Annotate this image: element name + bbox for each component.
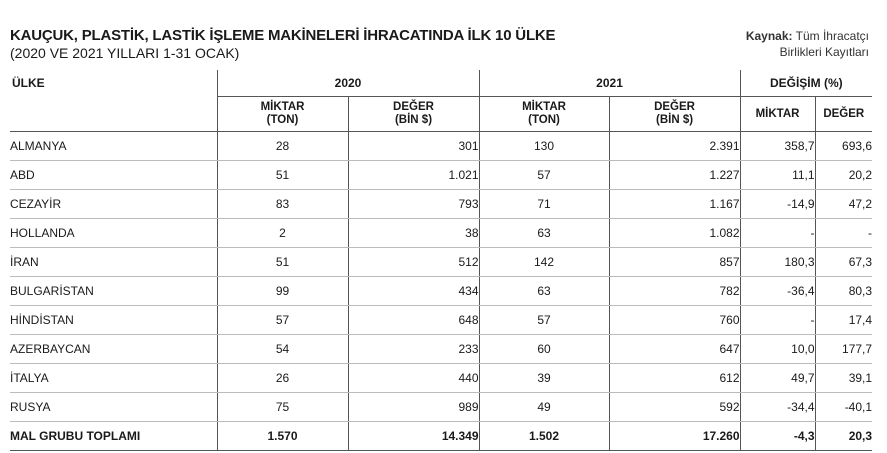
table-row xyxy=(10,364,872,393)
cell-country: ALMANYA xyxy=(10,132,217,161)
total-label: MAL GRUBU TOPLAMI xyxy=(10,422,217,451)
table-row xyxy=(10,393,872,422)
cell-change-qty: -34,4 xyxy=(740,393,815,422)
cell-qty-2021: 63 xyxy=(479,219,609,248)
cell-qty-2021: 71 xyxy=(479,190,609,219)
header-change-qty: MİKTAR xyxy=(740,97,815,132)
cell-change-val: 67,3 xyxy=(815,248,872,277)
cell-val-2021: 647 xyxy=(609,335,740,364)
cell-country: BULGARİSTAN xyxy=(10,277,217,306)
header-change-val: DEĞER xyxy=(815,97,872,132)
header-year-2021: 2021 xyxy=(479,70,740,97)
cell-change-val: 17,4 xyxy=(815,306,872,335)
cell-val-2020: 440 xyxy=(348,364,479,393)
table-subtitle: (2020 VE 2021 YILLARI 1-31 OCAK) xyxy=(10,45,240,61)
cell-val-2021: 760 xyxy=(609,306,740,335)
cell-change-val: - xyxy=(815,219,872,248)
total-change-qty: -4,3 xyxy=(740,422,815,451)
cell-change-val: 39,1 xyxy=(815,364,872,393)
cell-qty-2020: 28 xyxy=(217,132,348,161)
cell-val-2021: 782 xyxy=(609,277,740,306)
cell-qty-2021: 39 xyxy=(479,364,609,393)
cell-qty-2021: 60 xyxy=(479,335,609,364)
cell-qty-2020: 75 xyxy=(217,393,348,422)
cell-val-2020: 793 xyxy=(348,190,479,219)
cell-country: HOLLANDA xyxy=(10,219,217,248)
cell-change-qty: -14,9 xyxy=(740,190,815,219)
cell-val-2021: 857 xyxy=(609,248,740,277)
cell-qty-2021: 130 xyxy=(479,132,609,161)
header-change: DEĞİŞİM (%) xyxy=(740,70,872,97)
cell-change-qty: 49,7 xyxy=(740,364,815,393)
cell-change-val: 177,7 xyxy=(815,335,872,364)
cell-val-2020: 512 xyxy=(348,248,479,277)
cell-val-2021: 1.167 xyxy=(609,190,740,219)
cell-val-2021: 1.082 xyxy=(609,219,740,248)
cell-qty-2020: 83 xyxy=(217,190,348,219)
cell-qty-2021: 57 xyxy=(479,161,609,190)
cell-qty-2020: 99 xyxy=(217,277,348,306)
cell-qty-2021: 57 xyxy=(479,306,609,335)
cell-qty-2020: 51 xyxy=(217,161,348,190)
cell-country: AZERBAYCAN xyxy=(10,335,217,364)
table-row xyxy=(10,219,872,248)
source-label: Kaynak: xyxy=(745,29,793,43)
header-val-2020: DEĞER (BİN $) xyxy=(348,97,479,132)
cell-qty-2020: 26 xyxy=(217,364,348,393)
cell-country: HİNDİSTAN xyxy=(10,306,217,335)
export-table xyxy=(10,70,872,451)
cell-val-2020: 648 xyxy=(348,306,479,335)
cell-qty-2021: 49 xyxy=(479,393,609,422)
cell-val-2021: 2.391 xyxy=(609,132,740,161)
cell-country: ABD xyxy=(10,161,217,190)
total-qty-2021: 1.502 xyxy=(479,422,609,451)
cell-val-2020: 38 xyxy=(348,219,479,248)
total-change-val: 20,3 xyxy=(815,422,872,451)
cell-change-val: 20,2 xyxy=(815,161,872,190)
cell-val-2020: 233 xyxy=(348,335,479,364)
cell-val-2021: 1.227 xyxy=(609,161,740,190)
total-val-2021: 17.260 xyxy=(609,422,740,451)
cell-val-2020: 434 xyxy=(348,277,479,306)
cell-country: İTALYA xyxy=(10,364,217,393)
table-row xyxy=(10,335,872,364)
cell-change-val: -40,1 xyxy=(815,393,872,422)
total-row xyxy=(10,422,872,451)
cell-qty-2021: 142 xyxy=(479,248,609,277)
source-note xyxy=(709,28,869,60)
cell-val-2020: 989 xyxy=(348,393,479,422)
cell-country: RUSYA xyxy=(10,393,217,422)
cell-val-2020: 1.021 xyxy=(348,161,479,190)
table-row xyxy=(10,306,872,335)
cell-country: İRAN xyxy=(10,248,217,277)
cell-qty-2020: 51 xyxy=(217,248,348,277)
table-row xyxy=(10,132,872,161)
cell-change-qty: 10,0 xyxy=(740,335,815,364)
cell-change-val: 47,2 xyxy=(815,190,872,219)
cell-change-qty: -36,4 xyxy=(740,277,815,306)
total-val-2020: 14.349 xyxy=(348,422,479,451)
cell-country: CEZAYİR xyxy=(10,190,217,219)
cell-change-qty: - xyxy=(740,306,815,335)
cell-val-2021: 592 xyxy=(609,393,740,422)
source-line1: Tüm İhracatçı xyxy=(795,29,869,43)
header-country: ÜLKE xyxy=(10,70,217,132)
cell-change-val: 80,3 xyxy=(815,277,872,306)
source-line2: Birlikleri Kayıtları xyxy=(779,45,869,59)
header-val-2021: DEĞER (BİN $) xyxy=(609,97,740,132)
cell-qty-2021: 63 xyxy=(479,277,609,306)
cell-change-qty: - xyxy=(740,219,815,248)
cell-qty-2020: 54 xyxy=(217,335,348,364)
table-title: KAUÇUK, PLASTİK, LASTİK İŞLEME MAKİNELERİ İHRACATINDA İLK 10 ÜLKE xyxy=(10,27,556,44)
table-row xyxy=(10,248,872,277)
cell-val-2021: 612 xyxy=(609,364,740,393)
cell-change-qty: 11,1 xyxy=(740,161,815,190)
cell-change-val: 693,6 xyxy=(815,132,872,161)
header-qty-2021: MİKTAR (TON) xyxy=(479,97,609,132)
total-qty-2020: 1.570 xyxy=(217,422,348,451)
cell-qty-2020: 57 xyxy=(217,306,348,335)
table-row xyxy=(10,161,872,190)
table-row xyxy=(10,190,872,219)
cell-change-qty: 358,7 xyxy=(740,132,815,161)
cell-qty-2020: 2 xyxy=(217,219,348,248)
cell-val-2020: 301 xyxy=(348,132,479,161)
header-qty-2020: MİKTAR (TON) xyxy=(217,97,348,132)
table-row xyxy=(10,277,872,306)
header-year-2020: 2020 xyxy=(217,70,479,97)
cell-change-qty: 180,3 xyxy=(740,248,815,277)
